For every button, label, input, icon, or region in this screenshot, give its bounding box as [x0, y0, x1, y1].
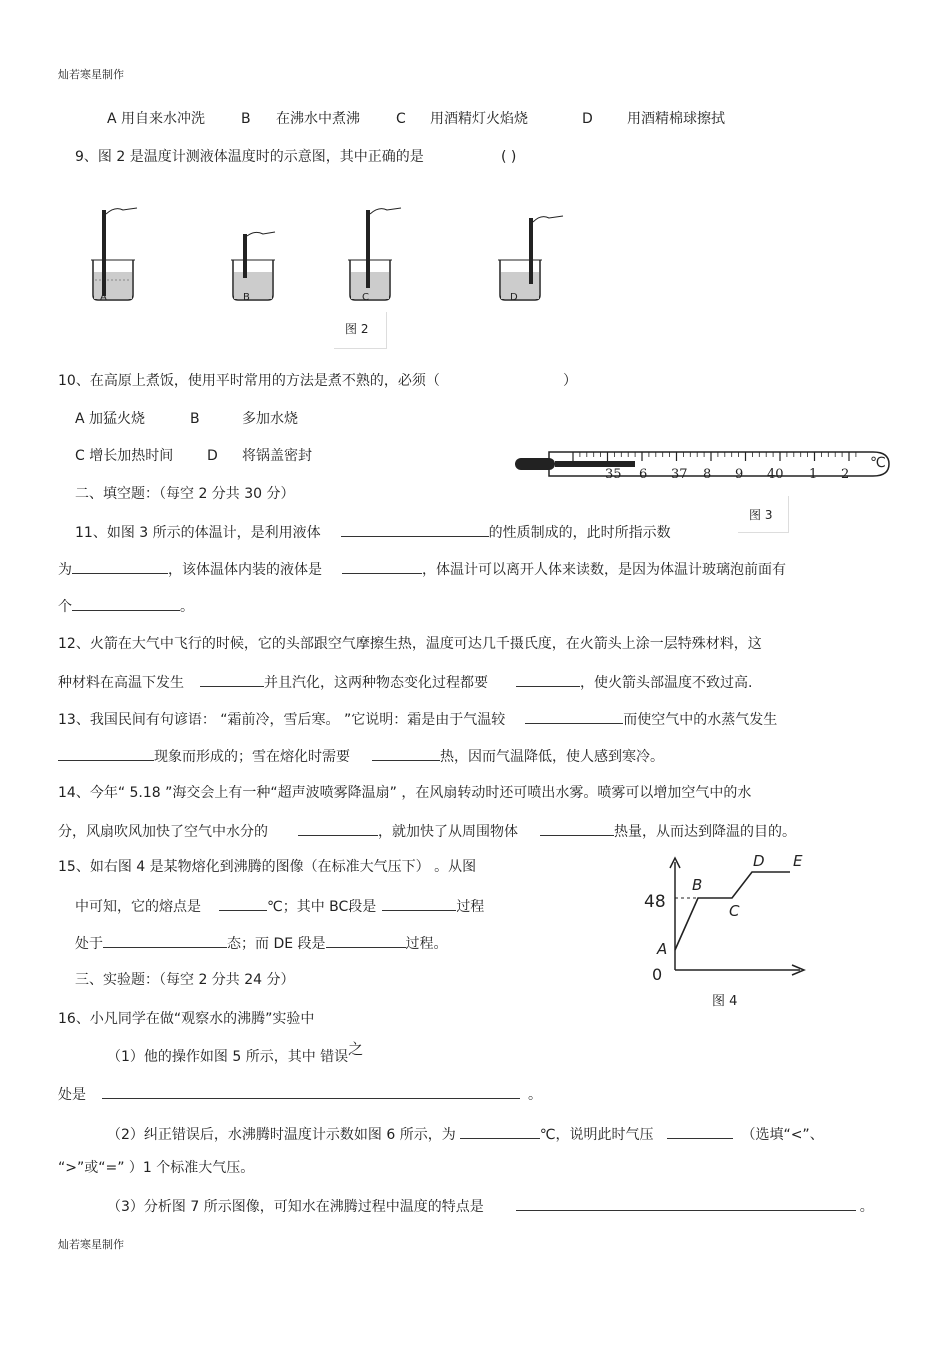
q16-part2-text-2: ℃，说明此时气压: [539, 1127, 654, 1143]
q13-line2: [58, 746, 664, 766]
q16-blank-feature[interactable]: [516, 1196, 856, 1211]
q11-text-1: 11、如图 3 所示的体温计，是利用液体: [75, 525, 321, 541]
page-footer: 灿若寒星制作: [58, 1238, 124, 1251]
q11-text-4: ，该体温体内装的液体是: [168, 562, 322, 578]
q12-blank-heat[interactable]: [516, 672, 580, 687]
q13-text-4: 热，因而气温降低，使人感到寒冷。: [440, 749, 664, 765]
q8-option-d: 用酒精棉球擦拭: [627, 111, 725, 127]
graph-origin: 0: [652, 965, 663, 984]
q16-part1-text: （1）他的操作如图 5 所示，其中 错误: [107, 1049, 349, 1065]
q16-blank-boiling-temp[interactable]: [460, 1124, 540, 1139]
beaker-a-illustration: [91, 208, 137, 300]
q16-part3-line: [107, 1196, 874, 1216]
q12-text-2: 并且汽化，这两种物态变化过程都要: [264, 675, 488, 691]
q16-blank-error[interactable]: [102, 1084, 520, 1099]
thermometer-tick-label: 2: [841, 467, 850, 482]
q13-text-2: 而使空气中的水蒸气发生: [623, 712, 778, 728]
thermometer-tick-label: 35: [605, 467, 622, 482]
graph-point-a: A: [657, 940, 668, 958]
q16-blank-pressure[interactable]: [667, 1124, 733, 1139]
graph-point-b: B: [692, 876, 703, 894]
q10-option-d: 将锅盖密封: [242, 448, 312, 464]
q11-text-3: 为: [58, 562, 72, 578]
q11-blank-liquid[interactable]: [342, 559, 422, 574]
q11-blank-structure[interactable]: [72, 596, 180, 611]
thermometer-tick-label: 1: [809, 467, 818, 482]
figure-2-caption: 图 2: [345, 322, 369, 336]
thermometer-tick-label: 9: [735, 467, 744, 482]
thermometer-tick-label: 8: [703, 467, 712, 482]
q13-blank-temperature[interactable]: [525, 709, 623, 724]
q11-blank-property[interactable]: [341, 522, 489, 537]
q15-blank-de-process[interactable]: [326, 933, 406, 948]
q15-blank-melting-point[interactable]: [219, 896, 267, 911]
q12-line2: [58, 672, 752, 692]
mercury-column: [555, 461, 635, 467]
q14-blank-heat[interactable]: [540, 821, 614, 836]
graph-point-d: D: [753, 852, 765, 870]
figure-2-label-c: C: [362, 292, 369, 303]
q14-text-1: 分，风扇吹风加快了空气中水分的: [58, 824, 268, 840]
q8-option-a: A 用自来水冲洗: [107, 111, 206, 127]
q16-part1-line1: [107, 1040, 364, 1066]
q16-part1-where: 处是: [58, 1087, 86, 1103]
q11-text-2: 的性质制成的，此时所指示数: [488, 525, 671, 541]
q11-text-7: 。: [180, 599, 194, 615]
q13-blank-phenomenon[interactable]: [58, 746, 154, 761]
section-2-heading: 二、填空题：（每空 2 分共 30 分）: [75, 486, 295, 502]
q10-text: 10、在高原上煮饭，使用平时常用的方法是煮不熟的，必须（: [58, 373, 440, 389]
q14-text-3: 热量，从而达到降温的目的。: [614, 824, 796, 840]
beaker-c-illustration: [348, 208, 401, 300]
graph-point-c: C: [729, 902, 740, 920]
figure-2-label-b: B: [243, 292, 250, 303]
q8-option-c: 用酒精灯火焰烧: [430, 111, 528, 127]
q10-option-d-letter: D: [207, 448, 218, 464]
q9-text: 9、图 2 是温度计测液体温度时的示意图，其中正确的是: [75, 149, 424, 165]
q16-part2-text-1: （2）纠正错误后，水沸腾时温度计示数如图 6 所示，为: [107, 1127, 456, 1143]
q13-text-3: 现象而形成的；雪在熔化时需要: [154, 749, 350, 765]
q10-option-c: C 增长加热时间: [75, 448, 174, 464]
figure-3-caption: 图 3: [749, 508, 773, 522]
q15-text-6: 过程。: [405, 936, 448, 952]
q14-text-2: ，就加快了从周围物体: [378, 824, 518, 840]
q11-line1: [75, 522, 671, 542]
q15-text-2: ℃；其中 BC段是: [267, 899, 377, 915]
q12-text-1: 种材料在高温下发生: [58, 675, 184, 691]
thermometer-tick-label: 40: [767, 467, 784, 482]
q16-part2-line1: [107, 1124, 824, 1144]
q13-line1: [58, 709, 777, 729]
q12-text-3: ，使火箭头部温度不致过高.: [580, 675, 753, 691]
q15-text-4: 处于: [75, 936, 103, 952]
q15-line1: 15、如右图 4 是某物熔化到沸腾的图像（在标准大气压下） 。从图: [58, 859, 477, 875]
q12-blank-change[interactable]: [200, 672, 264, 687]
figure-4-caption: 图 4: [712, 994, 738, 1009]
q16-part3-end: 。: [859, 1199, 874, 1215]
q15-text-3: 过程: [456, 899, 485, 915]
q15-line3: [75, 933, 448, 953]
q10-option-b: 多加水烧: [242, 411, 298, 427]
q8-option-b: 在沸水中煮沸: [276, 111, 360, 127]
q10-paren-close: ）: [563, 373, 577, 389]
graph-point-e: E: [793, 852, 803, 870]
q15-line2: [75, 896, 484, 916]
page-header: 灿若寒星制作: [58, 68, 124, 81]
graph-y-label: 48: [644, 892, 666, 912]
q16-part1-end: 。: [528, 1087, 542, 1103]
q14-blank-evaporation[interactable]: [298, 821, 378, 836]
q16-part1-char: 之: [348, 1040, 364, 1058]
q13-blank-absorb[interactable]: [372, 746, 440, 761]
q11-line2: [58, 559, 786, 579]
q16-part3-text: （3）分析图 7 所示图像，可知水在沸腾过程中温度的特点是: [107, 1199, 484, 1215]
q14-line2: [58, 821, 796, 841]
beaker-d-illustration: [498, 216, 563, 300]
q8-option-d-letter: D: [582, 111, 593, 127]
q8-option-b-letter: B: [241, 111, 251, 127]
q14-line1: 14、今年“ 5.18 ”海交会上有一种“超声波喷雾降温扇” ，在风扇转动时还可喷出水雾。喷雾可以增加空气中的水: [58, 785, 752, 801]
q16-title: 16、小凡同学在做“观察水的沸腾”实验中: [58, 1011, 315, 1027]
q15-text-5: 态；而 DE 段是: [227, 936, 326, 952]
thermometer-unit: ℃: [870, 455, 886, 471]
thermometer-tick-label: 6: [639, 467, 648, 482]
q11-text-6: 个: [58, 599, 72, 615]
q16-part2-text-3: （选填“<”、: [741, 1127, 824, 1143]
q10-option-b-letter: B: [190, 411, 200, 427]
section-3-heading: 三、实验题：（每空 2 分共 24 分）: [75, 972, 295, 988]
beaker-b-illustration: [231, 232, 275, 300]
q8-option-c-letter: C: [396, 111, 406, 127]
q16-part2-line2: “>”或“=” ）1 个标准大气压。: [58, 1160, 255, 1176]
q15-text-1: 中可知，它的熔点是: [75, 899, 201, 915]
q16-part1-line2: [58, 1084, 542, 1104]
q10-option-a: A 加猛火烧: [75, 411, 146, 427]
q13-text-1: 13、我国民间有句谚语： “霜前冷，雪后寒。 ”它说明：霜是由于气温较: [58, 712, 506, 728]
q15-blank-state[interactable]: [103, 933, 227, 948]
q11-blank-reading[interactable]: [72, 559, 168, 574]
q15-blank-bc-process[interactable]: [382, 896, 456, 911]
q9-paren: ( ): [501, 149, 517, 165]
q12-line1: 12、火箭在大气中飞行的时候，它的头部跟空气摩擦生热，温度可达几千摄氏度，在火箭头上涂一层特殊材料，这: [58, 636, 762, 652]
q11-text-5: ，体温计可以离开人体来读数，是因为体温计玻璃泡前面有: [422, 562, 786, 578]
figure-2-label-d: D: [510, 292, 518, 303]
figure-2-label-a: A: [100, 292, 107, 303]
thermometer-tick-label: 37: [671, 467, 688, 482]
q11-line3: [58, 596, 194, 616]
